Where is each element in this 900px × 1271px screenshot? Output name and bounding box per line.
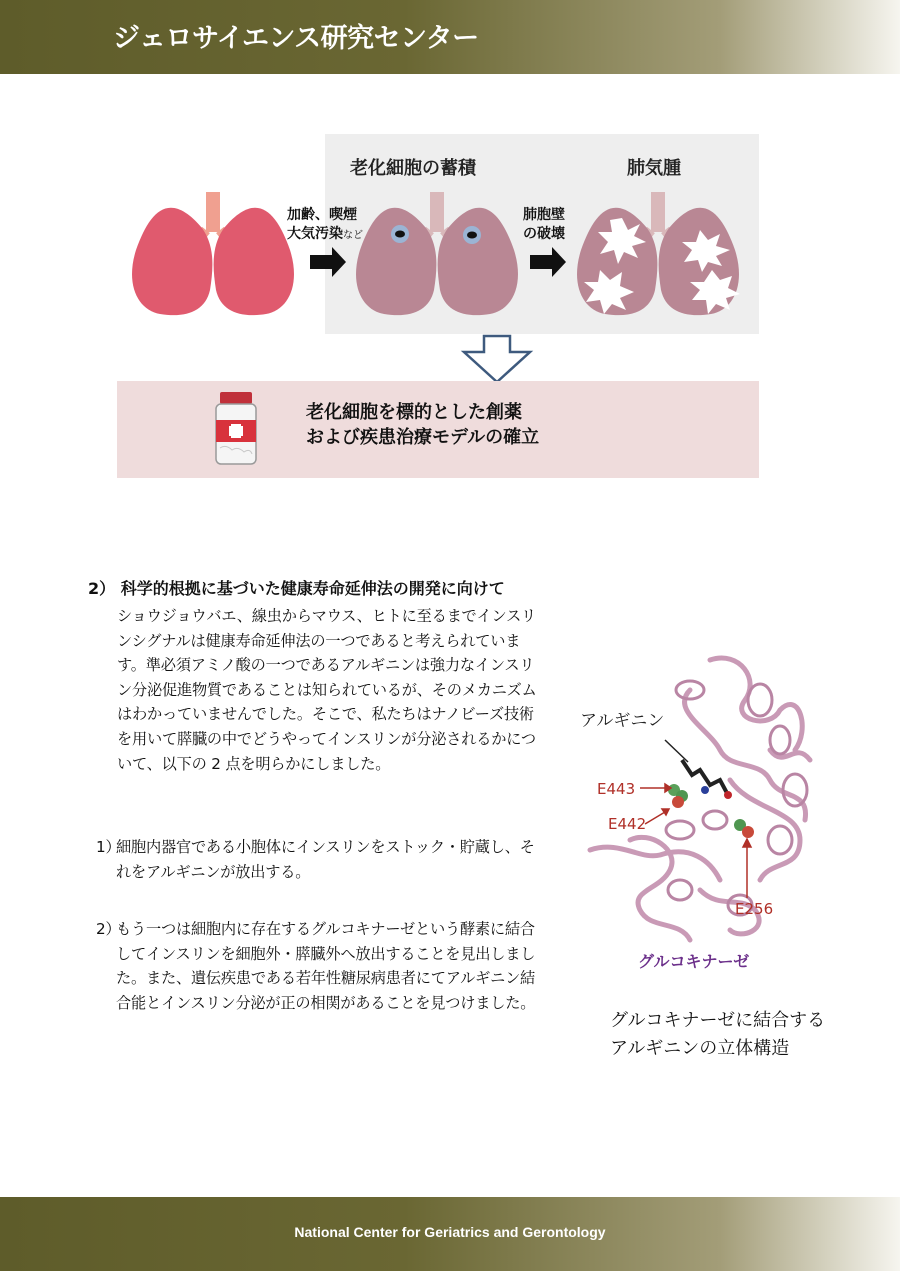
protein-caption-line2: アルギニンの立体構造	[610, 1038, 790, 1059]
cause-label-line2: 大気汚染	[287, 226, 343, 242]
e256-label: E256	[735, 900, 774, 918]
arginine-pointer-line	[665, 740, 688, 762]
goal-text	[306, 400, 539, 450]
healthy-lung-icon	[132, 192, 294, 315]
header-title: ジェロサイエンス研究センター	[113, 23, 479, 54]
protein-structure-figure	[570, 640, 830, 980]
arginine-label: アルギニン	[580, 711, 665, 731]
medicine-bottle-icon	[206, 390, 266, 470]
cause-label-line1: 加齢、喫煙	[287, 207, 357, 223]
list-item	[96, 835, 548, 884]
list-item-number: 2）	[96, 920, 121, 938]
protein-caption-line1: グルコキナーゼに結合する	[610, 1010, 826, 1031]
protein-caption	[610, 1007, 825, 1063]
goal-line2: および疾患治療モデルの確立	[306, 427, 540, 448]
arrow-down-icon	[464, 336, 530, 382]
footer-text: National Center for Geriatrics and Gerontology	[294, 1224, 606, 1240]
cause-label-suffix: など	[343, 230, 363, 241]
destruction-label-line1: 肺胞壁	[523, 207, 565, 223]
section-heading: 2） 科学的根拠に基づいた健康寿命延伸法の開発に向けて	[88, 579, 505, 598]
e443-label: E443	[597, 780, 636, 798]
section-paragraph: ショウジョウバエ、線虫からマウス、ヒトに至るまでインスリンシグナルは健康寿命延伸法の一つであると考えられています。準必須アミノ酸の一つであるアルギニンは強力なインスリン分泌促進物質であることは知られているが、そのメカニズムはわかっていませんでした。そこで、私たちはナノビーズ技術を用いて膵臓の中でどうやってインスリンが分泌されるかについて、以下の 2 点を明らかにしました。	[117, 607, 537, 773]
goal-line1: 老化細胞を標的とした創薬	[306, 402, 522, 423]
destruction-label	[523, 206, 565, 244]
e442-label: E442	[608, 815, 647, 833]
protein-ribbon	[590, 658, 810, 940]
cause-label-line2-wrap	[287, 225, 363, 245]
stage-emphysema-label: 肺気腫	[627, 158, 681, 179]
list-item-text: 細胞内器官である小胞体にインスリンをストック・貯蔵し、それをアルギニンが放出する。	[116, 838, 535, 881]
destruction-label-line2: の破壊	[523, 226, 565, 242]
enzyme-label: グルコキナーゼ	[638, 952, 750, 971]
footer-bar	[0, 1197, 900, 1271]
list-item-text: もう一つは細胞内に存在するグルコキナーゼという酵素に結合してインスリンを細胞外・膵臓外へ放出することを見出しました。また、遺伝疾患である若年性糖尿病患者にてアルギニン結合能とインスリン分泌が正の相関があることを見つけました。	[116, 920, 536, 1012]
arginine-molecule-icon	[682, 760, 732, 799]
list-item	[96, 917, 548, 1015]
cause-label	[287, 206, 363, 245]
stage-accumulation-label: 老化細胞の蓄積	[350, 158, 476, 179]
protein-structure-graphic	[570, 640, 830, 980]
list-item-number: 1）	[96, 838, 121, 856]
